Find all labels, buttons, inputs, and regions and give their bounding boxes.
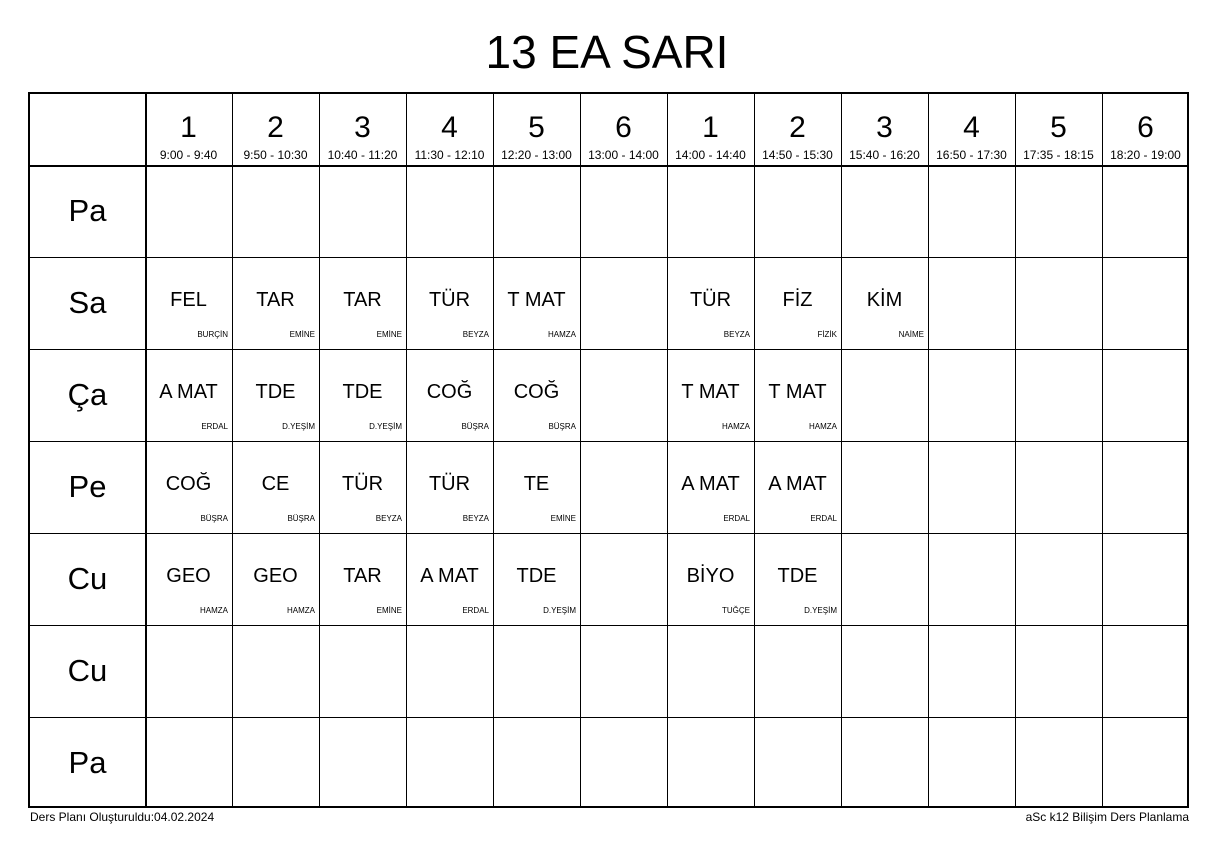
lesson-cell[interactable] (580, 533, 667, 625)
lesson-cell[interactable] (1015, 441, 1102, 533)
lesson-teacher: HAMZA (548, 330, 576, 339)
lesson-cell[interactable] (406, 441, 493, 533)
lesson-teacher: D.YEŞİM (543, 606, 576, 615)
lesson-cell[interactable] (145, 625, 232, 717)
lesson-cell[interactable] (493, 165, 580, 257)
period-time: 10:40 - 11:20 (327, 148, 398, 162)
lesson-cell[interactable] (1102, 165, 1189, 257)
lesson-teacher: D.YEŞİM (804, 606, 837, 615)
lesson-cell[interactable] (580, 349, 667, 441)
lesson-cell[interactable] (1015, 165, 1102, 257)
lesson-cell[interactable] (841, 441, 928, 533)
lesson-teacher: BEYZA (723, 330, 750, 339)
period-header (493, 94, 580, 165)
period-header (580, 94, 667, 165)
lesson-subject: TDE (255, 381, 296, 403)
lesson-teacher: D.YEŞİM (369, 422, 402, 431)
lesson-cell[interactable] (580, 625, 667, 717)
lesson-cell[interactable] (145, 533, 232, 625)
period-header (841, 94, 928, 165)
lesson-subject: GEO (253, 565, 298, 587)
period-time: 9:50 - 10:30 (243, 148, 308, 162)
lesson-subject: COĞ (426, 381, 473, 403)
lesson-teacher: BÜŞRA (461, 422, 489, 431)
lesson-subject: T MAT (681, 381, 740, 403)
lesson-cell[interactable] (841, 533, 928, 625)
lesson-teacher: BÜŞRA (287, 514, 315, 523)
period-number: 6 (1137, 111, 1154, 144)
lesson-cell[interactable] (145, 257, 232, 349)
lesson-cell[interactable] (841, 257, 928, 349)
period-number: 5 (1050, 111, 1067, 144)
lesson-teacher: HAMZA (809, 422, 837, 431)
lesson-teacher: BURÇİN (197, 330, 228, 339)
lesson-cell[interactable] (667, 441, 754, 533)
lesson-cell[interactable] (145, 441, 232, 533)
lesson-cell[interactable] (1102, 533, 1189, 625)
lesson-cell[interactable] (667, 625, 754, 717)
lesson-subject: A MAT (768, 473, 827, 495)
lesson-cell[interactable] (232, 533, 319, 625)
lesson-cell[interactable] (1015, 533, 1102, 625)
lesson-teacher: NAİME (898, 330, 924, 339)
period-header (1015, 94, 1102, 165)
lesson-cell[interactable] (667, 717, 754, 809)
lesson-subject: T MAT (507, 289, 566, 311)
lesson-cell[interactable] (406, 625, 493, 717)
lesson-teacher: BÜŞRA (200, 514, 228, 523)
lesson-teacher: BEYZA (462, 514, 489, 523)
period-number: 6 (615, 111, 632, 144)
lesson-cell[interactable] (232, 717, 319, 809)
lesson-cell[interactable] (145, 349, 232, 441)
lesson-cell[interactable] (754, 717, 841, 809)
lesson-cell[interactable] (1015, 717, 1102, 809)
period-number: 3 (354, 111, 371, 144)
lesson-cell[interactable] (580, 441, 667, 533)
lesson-cell[interactable] (406, 257, 493, 349)
lesson-cell[interactable] (754, 533, 841, 625)
lesson-teacher: EMİNE (376, 606, 402, 615)
lesson-cell[interactable] (319, 165, 406, 257)
lesson-cell[interactable] (580, 717, 667, 809)
period-header (667, 94, 754, 165)
lesson-teacher: FİZİK (817, 330, 837, 339)
lesson-cell[interactable] (841, 625, 928, 717)
lesson-teacher: EMİNE (550, 514, 576, 523)
period-number: 1 (180, 111, 197, 144)
lesson-cell[interactable] (493, 441, 580, 533)
lesson-cell[interactable] (232, 441, 319, 533)
lesson-cell[interactable] (754, 625, 841, 717)
lesson-cell[interactable] (232, 257, 319, 349)
day-label: Cu (67, 561, 108, 596)
lesson-cell[interactable] (493, 349, 580, 441)
lesson-subject: TÜR (428, 289, 471, 311)
lesson-cell[interactable] (928, 257, 1015, 349)
lesson-cell[interactable] (928, 533, 1015, 625)
lesson-subject: GEO (166, 565, 211, 587)
lesson-teacher: BÜŞRA (548, 422, 576, 431)
lesson-cell[interactable] (580, 165, 667, 257)
lesson-cell[interactable] (406, 717, 493, 809)
lesson-subject: FEL (170, 289, 207, 311)
lesson-subject: FİZ (782, 289, 813, 311)
lesson-cell[interactable] (1102, 625, 1189, 717)
period-header (319, 94, 406, 165)
lesson-cell[interactable] (493, 625, 580, 717)
day-label: Sa (68, 285, 107, 320)
day-label: Cu (67, 653, 108, 688)
lesson-cell[interactable] (667, 533, 754, 625)
lesson-cell[interactable] (1015, 349, 1102, 441)
period-number: 5 (528, 111, 545, 144)
lesson-cell[interactable] (1102, 257, 1189, 349)
lesson-subject: TAR (343, 289, 382, 311)
period-header (232, 94, 319, 165)
lesson-cell[interactable] (319, 625, 406, 717)
lesson-teacher: ERDAL (462, 606, 489, 615)
lesson-subject: COĞ (513, 381, 560, 403)
period-header (754, 94, 841, 165)
period-header (145, 94, 232, 165)
lesson-cell[interactable] (754, 441, 841, 533)
lesson-cell[interactable] (493, 257, 580, 349)
lesson-cell[interactable] (1102, 349, 1189, 441)
lesson-subject: TDE (777, 565, 818, 587)
lesson-cell[interactable] (841, 717, 928, 809)
lesson-subject: T MAT (768, 381, 827, 403)
lesson-subject: TÜR (341, 473, 384, 495)
lesson-cell[interactable] (319, 257, 406, 349)
day-label: Pa (68, 745, 107, 780)
lesson-cell[interactable] (667, 257, 754, 349)
period-time: 13:00 - 14:00 (588, 148, 659, 162)
lesson-subject: A MAT (681, 473, 740, 495)
lesson-cell[interactable] (493, 717, 580, 809)
period-header (1102, 94, 1189, 165)
lesson-cell[interactable] (667, 165, 754, 257)
period-header (928, 94, 1015, 165)
lesson-cell[interactable] (1015, 257, 1102, 349)
lesson-subject: TÜR (689, 289, 732, 311)
lesson-cell[interactable] (232, 165, 319, 257)
lesson-cell[interactable] (928, 349, 1015, 441)
lesson-subject: COĞ (165, 473, 212, 495)
period-number: 2 (267, 111, 284, 144)
lesson-teacher: EMİNE (289, 330, 315, 339)
day-label: Pe (68, 469, 107, 504)
lesson-cell[interactable] (754, 165, 841, 257)
lesson-teacher: ERDAL (201, 422, 228, 431)
lesson-subject: TDE (342, 381, 383, 403)
period-number: 4 (963, 111, 980, 144)
lesson-subject: TAR (256, 289, 295, 311)
lesson-teacher: BEYZA (375, 514, 402, 523)
lesson-subject: KİM (866, 289, 903, 311)
lesson-cell[interactable] (232, 625, 319, 717)
lesson-cell[interactable] (580, 257, 667, 349)
period-time: 16:50 - 17:30 (936, 148, 1007, 162)
period-time: 18:20 - 19:00 (1110, 148, 1181, 162)
period-number: 2 (789, 111, 806, 144)
lesson-cell[interactable] (928, 717, 1015, 809)
lesson-cell[interactable] (406, 533, 493, 625)
footer-created-date: Ders Planı Oluşturuldu:04.02.2024 (30, 810, 215, 824)
period-time: 9:00 - 9:40 (159, 148, 218, 162)
period-time: 14:50 - 15:30 (762, 148, 833, 162)
lesson-subject: TDE (516, 565, 557, 587)
lesson-subject: TAR (343, 565, 382, 587)
lesson-cell[interactable] (667, 349, 754, 441)
lesson-cell[interactable] (754, 349, 841, 441)
lesson-cell[interactable] (493, 533, 580, 625)
lesson-teacher: BEYZA (462, 330, 489, 339)
lesson-cell[interactable] (319, 441, 406, 533)
lesson-cell[interactable] (754, 257, 841, 349)
lesson-teacher: HAMZA (722, 422, 750, 431)
period-header (406, 94, 493, 165)
period-time: 12:20 - 13:00 (501, 148, 572, 162)
lesson-subject: A MAT (420, 565, 479, 587)
lesson-cell[interactable] (406, 165, 493, 257)
lesson-cell[interactable] (1015, 625, 1102, 717)
lesson-cell[interactable] (1102, 441, 1189, 533)
footer-software-credit: aSc k12 Bilişim Ders Planlama (1025, 810, 1189, 824)
lesson-teacher: ERDAL (723, 514, 750, 523)
lesson-subject: TÜR (428, 473, 471, 495)
lesson-subject: TE (523, 473, 550, 495)
lesson-cell[interactable] (232, 349, 319, 441)
period-time: 14:00 - 14:40 (675, 148, 746, 162)
lesson-cell[interactable] (928, 441, 1015, 533)
period-time: 17:35 - 18:15 (1023, 148, 1094, 162)
lesson-teacher: D.YEŞİM (282, 422, 315, 431)
lesson-teacher: ERDAL (810, 514, 837, 523)
lesson-cell[interactable] (319, 349, 406, 441)
lesson-teacher: HAMZA (200, 606, 228, 615)
period-number: 1 (702, 111, 719, 144)
day-label: Ça (67, 377, 108, 412)
lesson-subject: BİYO (686, 565, 735, 587)
lesson-cell[interactable] (406, 349, 493, 441)
period-time: 11:30 - 12:10 (414, 148, 485, 162)
lesson-cell[interactable] (841, 349, 928, 441)
lesson-cell[interactable] (1102, 717, 1189, 809)
lesson-cell[interactable] (319, 717, 406, 809)
day-label: Pa (68, 193, 107, 228)
lesson-cell[interactable] (928, 165, 1015, 257)
lesson-subject: A MAT (159, 381, 218, 403)
period-number: 4 (441, 111, 458, 144)
lesson-subject: CE (261, 473, 290, 495)
lesson-cell[interactable] (928, 625, 1015, 717)
lesson-cell[interactable] (145, 165, 232, 257)
timetable-grid (28, 92, 1189, 808)
period-number: 3 (876, 111, 893, 144)
lesson-teacher: EMİNE (376, 330, 402, 339)
lesson-cell[interactable] (319, 533, 406, 625)
lesson-cell[interactable] (841, 165, 928, 257)
lesson-teacher: HAMZA (287, 606, 315, 615)
period-time: 15:40 - 16:20 (849, 148, 920, 162)
page-title: 13 EA SARI (485, 26, 729, 78)
lesson-cell[interactable] (145, 717, 232, 809)
lesson-teacher: TUĞÇE (722, 606, 750, 615)
